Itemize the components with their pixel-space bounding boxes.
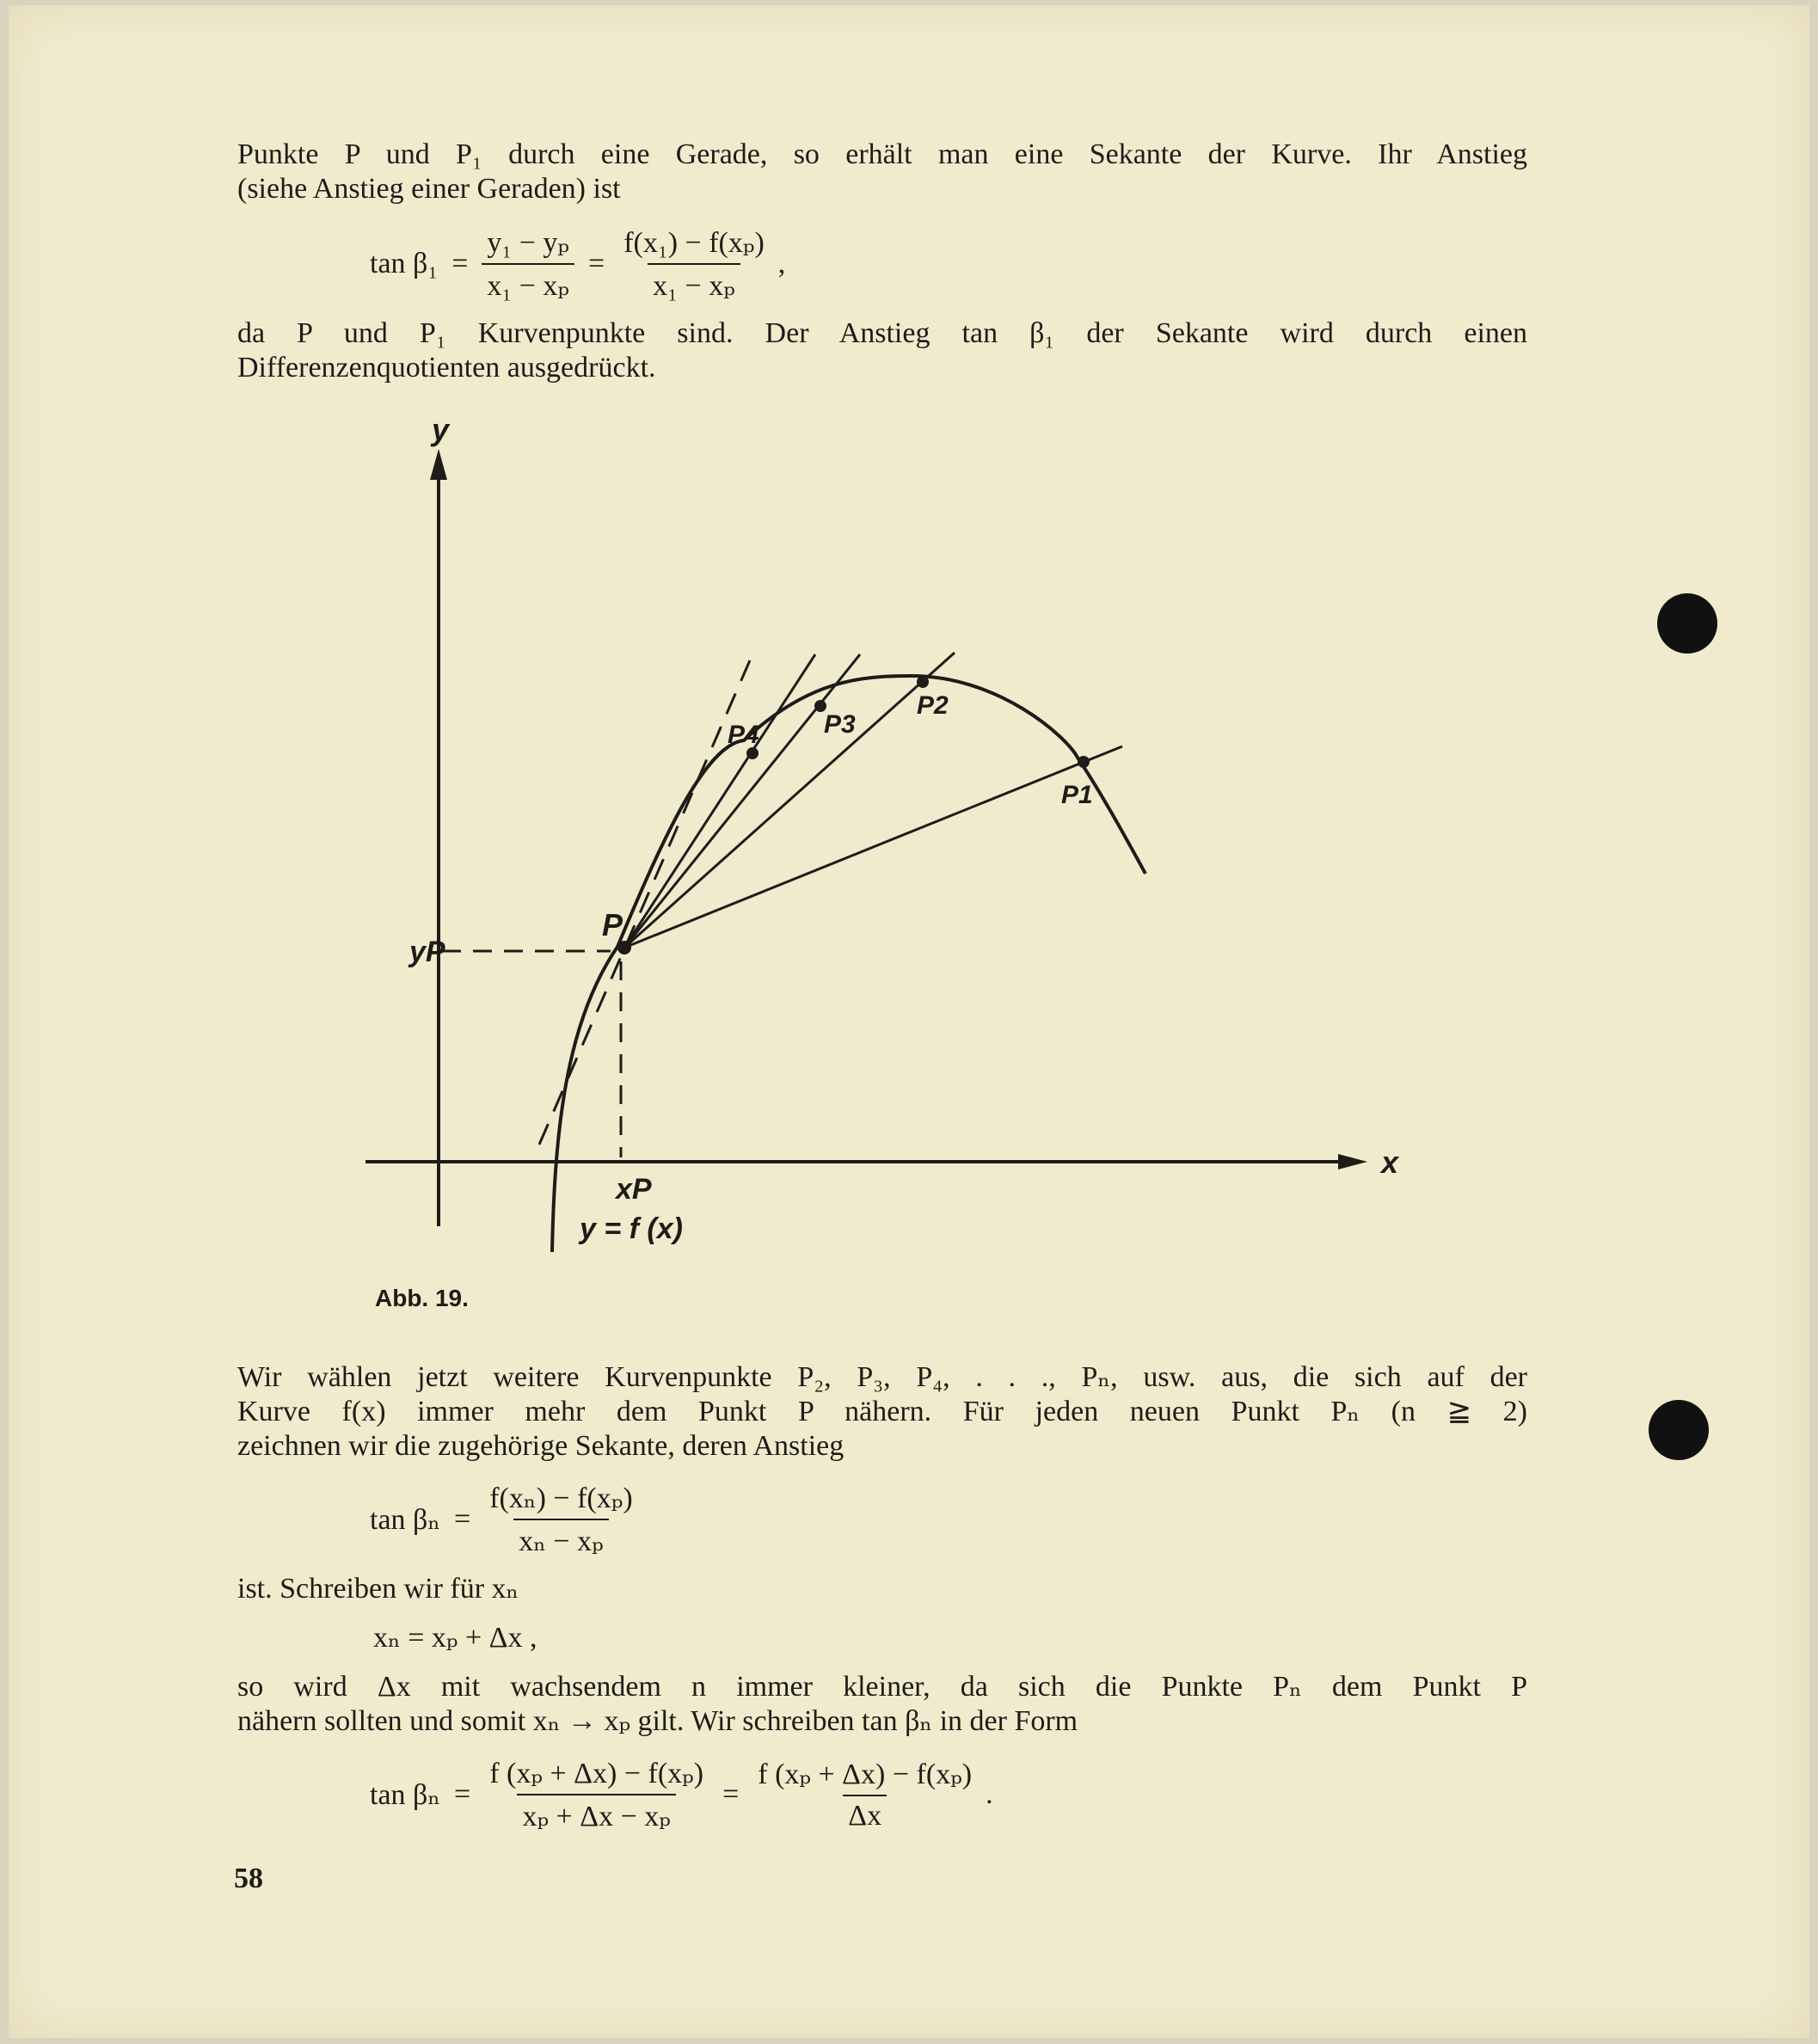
y-axis-arrowhead: [430, 449, 447, 480]
axis-y-label: y: [431, 412, 450, 447]
denominator: x₁ − xₚ: [648, 263, 740, 303]
formula-lhs: tan β₁: [370, 248, 439, 279]
numerator: f (xₚ + Δx) − f(xₚ): [758, 1759, 973, 1790]
text-line: Wir wählen jetzt weitere Kurvenpunkte P₂, P₃, P₄, . . ., Pₙ, usw. aus, die sich auf der: [237, 1361, 1527, 1393]
punch-hole: [1657, 593, 1717, 654]
paragraph-further-points: [237, 1360, 1527, 1464]
formula-tan-betan-delta: [370, 1756, 993, 1833]
text-line: Punkte P und P₁ durch eine Gerade, so erhält man eine Sekante der Kurve. Ihr Anstieg: [237, 138, 1527, 170]
numerator: f(xₙ) − f(xₚ): [489, 1482, 633, 1514]
secant-p2: [624, 653, 955, 948]
x-axis-arrowhead: [1338, 1154, 1367, 1169]
numerator: f(x₁) − f(xₚ): [623, 227, 765, 259]
point-P2-dot: [917, 676, 929, 688]
numerator: y₁ − yₚ: [487, 227, 570, 259]
equals-sign: =: [722, 1778, 740, 1810]
denominator: Δx: [843, 1795, 887, 1832]
text-line: so wird Δx mit wachsendem n immer kleiner, da sich die Punkte Pₙ dem Punkt P: [237, 1671, 1527, 1703]
xp-label: xP: [616, 1173, 652, 1206]
denominator: xₚ + Δx − xₚ: [517, 1794, 675, 1833]
point-P4-label: P4: [728, 721, 759, 749]
denominator: x₁ − xₚ: [482, 263, 574, 303]
point-P1-dot: [1078, 756, 1090, 768]
text-line: Kurve f(x) immer mehr dem Punkt P nähern. Für jeden neuen Punkt Pₙ (n ≧ 2): [237, 1396, 1527, 1427]
fraction-difference-f: [484, 1481, 637, 1558]
numerator: f (xₚ + Δx) − f(xₚ): [489, 1758, 704, 1789]
point-P2-label: P2: [917, 691, 949, 720]
point-P1-label: P1: [1061, 781, 1093, 809]
formula-punctuation: ,: [777, 248, 786, 279]
fraction-simplified: [752, 1757, 977, 1832]
secant-p3: [624, 654, 860, 948]
equals-sign: =: [454, 1778, 471, 1810]
formula-lhs: tan βₙ: [370, 1504, 441, 1536]
page-number: 58: [234, 1863, 263, 1894]
punch-hole: [1649, 1400, 1709, 1460]
formula-lhs: tan βₙ: [370, 1779, 441, 1811]
point-P-dot: [617, 941, 631, 954]
secant-figure: [9, 5, 1809, 1347]
paragraph-delta-x: [237, 1670, 1527, 1739]
fraction-expanded: [484, 1756, 709, 1833]
tangent-line: [539, 654, 752, 1145]
text-line: da P und P₁ Kurvenpunkte sind. Der Anstieg tan β₁ der Sekante wird durch einen: [237, 317, 1527, 349]
equals-sign: =: [451, 248, 469, 279]
text-line: ist. Schreiben wir für xₙ: [237, 1573, 519, 1605]
point-P-label: P: [602, 907, 623, 942]
text-line: zeichnen wir die zugehörige Sekante, deren Anstieg: [237, 1430, 845, 1462]
axis-x-label: x: [1381, 1145, 1399, 1180]
point-P4-dot: [746, 747, 759, 759]
yp-label: yP: [409, 936, 445, 968]
figure-caption: Abb. 19.: [375, 1285, 469, 1311]
book-page: [9, 5, 1809, 2038]
point-P3-label: P3: [824, 710, 856, 739]
formula-punctuation: .: [986, 1778, 993, 1810]
formula-tan-betan: [370, 1481, 647, 1558]
curve-label: y = f (x): [580, 1212, 683, 1245]
formula-xn: [373, 1620, 537, 1654]
text-line: nähern sollten und somit xₙ → xₚ gilt. Wir schreiben tan βₙ in der Form: [237, 1705, 1078, 1737]
equals-sign: =: [454, 1503, 471, 1535]
paragraph-write-xn: [237, 1572, 1527, 1606]
denominator: xₙ − xₚ: [513, 1519, 608, 1558]
curve-f: [552, 676, 1145, 1252]
formula-text: xₙ = xₚ + Δx ,: [373, 1622, 537, 1654]
text-line: (siehe Anstieg einer Geraden) ist: [237, 173, 621, 205]
equals-sign: =: [588, 248, 605, 279]
text-line: Differenzenquotienten ausgedrückt.: [237, 352, 656, 384]
